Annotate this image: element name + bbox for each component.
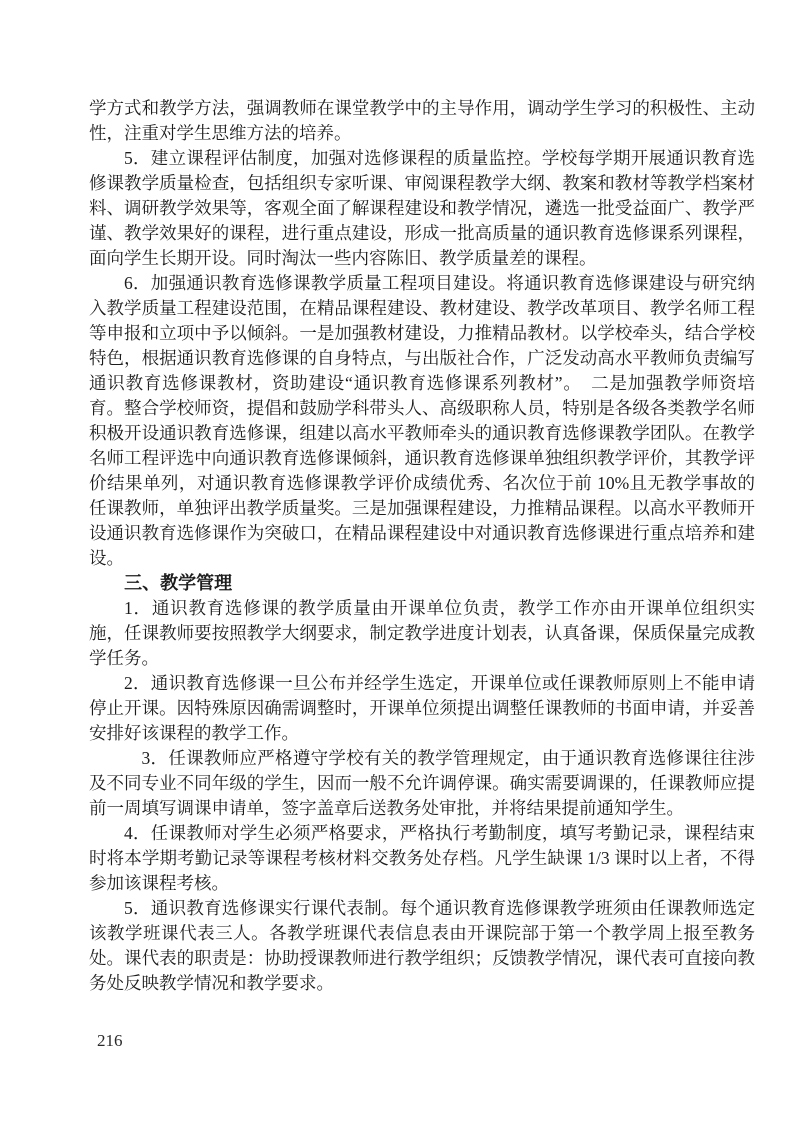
paragraph-item-5b: 5．通识教育选修课实行课代表制。每个通识教育选修课教学班须由任课教师选定该教学班课代表三人。各教学班课代表信息表由开课院部于第一个教学周上报至教务处。课代表的职责是：协助授课教师进行教学组织；反馈教学情况，课代表可直接向教务处反映教学情况和教学要求。: [89, 898, 755, 993]
paragraph-continuation: 学方式和教学方法，强调教师在课堂教学中的主导作用，调动学生学习的积极性、主动性，注重对学生思维方法的培养。: [89, 98, 755, 143]
paragraph-item-6: 6．加强通识教育选修课教学质量工程项目建设。将通识教育选修课建设与研究纳入教学质量工程建设范围，在精品课程建设、教材建设、教学改革项目、教学名师工程等申报和立项中予以倾斜。一是加强教材建设，力推精品教材。以学校牵头，结合学校特色，根据通识教育选修课的自身特点，与出版社合作，广泛发动高水平教师负责编写通识教育选修课教材，资助建设“通识教育选修课系列教材”。 二是加强教学师资培育。整合学校师资，提倡和鼓励学科带头人、高级职称人员，特别是各级各类教学名师积极开设通识教育选修课，组建以高水平教师牵头的通识教育选修课教学团队。在教学名师工程评选中向通识教育选修课倾斜，通识教育选修课单独组织教学评价，其教学评价结果单列，对通识教育选修课教学评价成绩优秀、名次位于前 10%且无教学事故的任课教师，单独评出教学质量奖。三是加强课程建设，力推精品课程。以高水平教师开设通识教育选修课作为突破口，在精品课程建设中对通识教育选修课进行重点培养和建设。: [89, 273, 755, 568]
page-number: 216: [97, 1031, 123, 1050]
section-heading: 三、教学管理: [124, 573, 233, 593]
paragraph-item-5: 5．建立课程评估制度，加强对选修课程的质量监控。学校每学期开展通识教育选修课教学质量检查，包括组织专家听课、审阅课程教学大纲、教案和教材等教学档案材料、调研教学效果等，客观全面了解课程建设和教学情况，遴选一批受益面广、教学严谨、教学效果好的课程，进行重点建设，形成一批高质量的通识教育选修课系列课程，面向学生长期开设。同时淘汰一些内容陈旧、教学质量差的课程。: [89, 148, 755, 268]
paragraph-item-3: 3．任课教师应严格遵守学校有关的教学管理规定，由于通识教育选修课往往涉及不同专业不同年级的学生，因而一般不允许调停课。确实需要调课的，任课教师应提前一周填写调课申请单，签字盖章后送教务处审批，并将结果提前通知学生。: [89, 748, 755, 818]
paragraph-item-1: 1．通识教育选修课的教学质量由开课单位负责，教学工作亦由开课单位组织实施，任课教师要按照教学大纲要求，制定教学进度计划表，认真备课，保质保量完成教学任务。: [89, 598, 755, 668]
paragraph-item-2: 2．通识教育选修课一旦公布并经学生选定，开课单位或任课教师原则上不能申请停止开课。因特殊原因确需调整时，开课单位须提出调整任课教师的书面申请，并妥善安排好该课程的教学工作。: [89, 673, 755, 743]
paragraph-item-4: 4．任课教师对学生必须严格要求，严格执行考勤制度，填写考勤记录，课程结束时将本学期考勤记录等课程考核材料交教务处存档。凡学生缺课 1/3 课时以上者，不得参加该课程考核。: [89, 823, 755, 893]
document-body: [89, 96, 755, 996]
